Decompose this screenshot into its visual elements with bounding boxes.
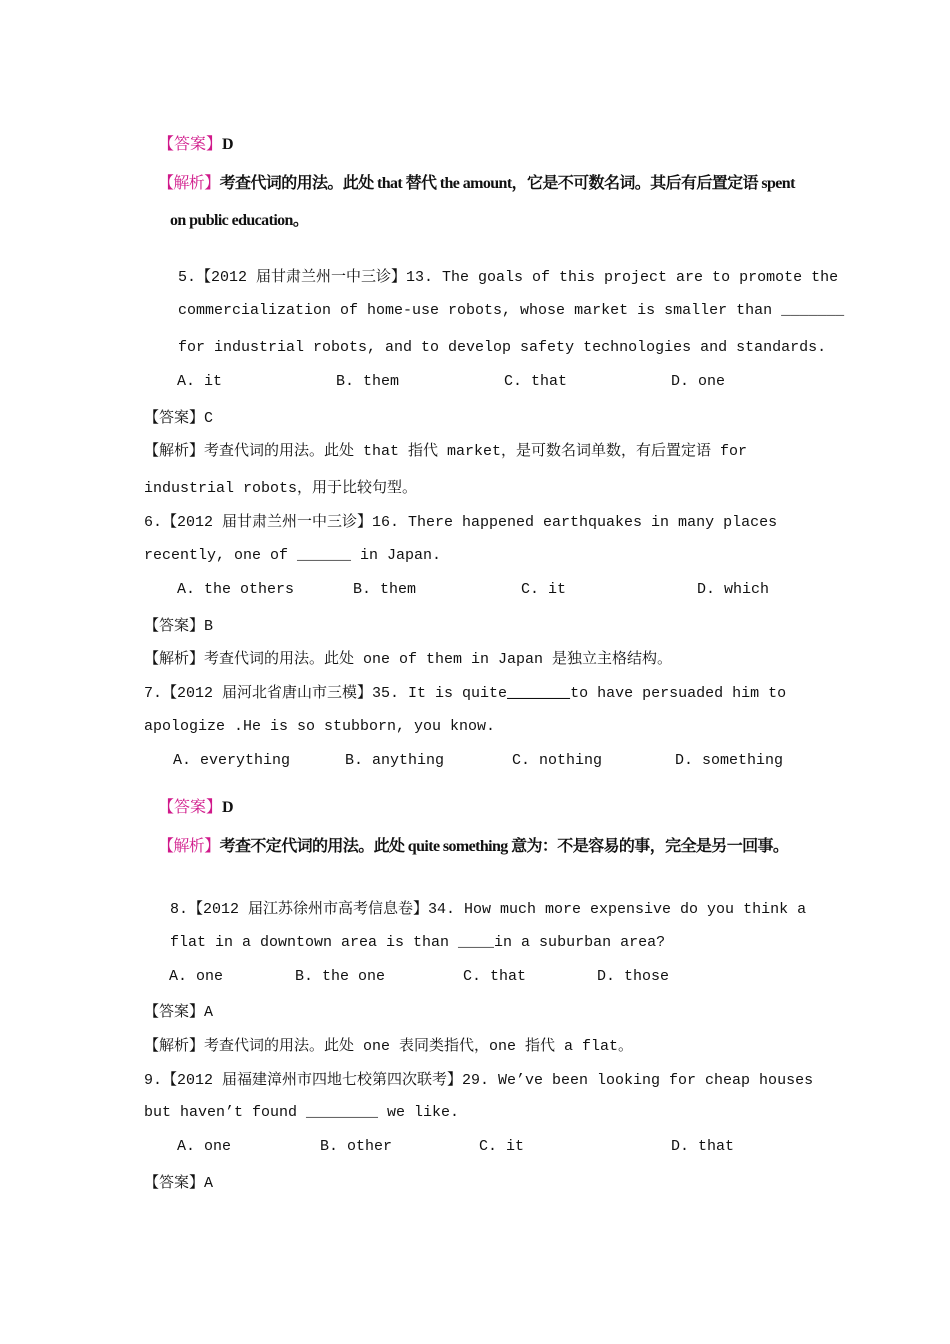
- q7-answer-value: D: [222, 799, 234, 816]
- q8-line1: 8.【2012 届江苏徐州市高考信息卷】34. How much more expensive do you think a: [170, 901, 807, 918]
- q5-line2: commercialization of home-use robots, whose market is smaller than _______: [178, 302, 845, 319]
- q5-option-c: C. that: [504, 373, 568, 390]
- q9-line2: but haven’t found ________ we like.: [144, 1104, 460, 1121]
- analysis-line-block1: [158, 170, 795, 193]
- analysis-tag: 【解析】: [158, 173, 220, 192]
- q6-line1: 6.【2012 届甘肃兰州一中三诊】16. There happened earthquakes in many places: [144, 514, 778, 531]
- q8-line2: flat in a downtown area is than ____in a suburban area?: [170, 934, 666, 951]
- q7-analysis-text: 考查不定代词的用法。此处 quite something 意为：不是容易的事，完全是另一回事。: [219, 838, 789, 855]
- q7-option-c: C. nothing: [512, 752, 603, 769]
- q7-analysis: [158, 833, 788, 856]
- q7-option-b: B. anything: [345, 752, 445, 769]
- q5-option-d: D. one: [671, 373, 726, 390]
- q5-option-b: B. them: [336, 373, 400, 390]
- q7-line1: [144, 681, 786, 702]
- q6-option-a: A. the others: [177, 581, 295, 598]
- q8-analysis-line1: 【解析】考查代词的用法。此处 one 表同类指代，one 指代 a flat。: [144, 1038, 634, 1055]
- q9-option-c: C. it: [479, 1138, 525, 1155]
- q9-answer: 【答案】A: [144, 1175, 214, 1192]
- q8-option-d: D. those: [597, 968, 670, 985]
- q9-line1: 9.【2012 届福建漳州市四地七校第四次联考】29. We’ve been looking for cheap houses: [144, 1072, 814, 1089]
- q7-answer: [158, 794, 234, 817]
- answer-tag: 【答案】: [158, 134, 223, 153]
- q8-answer: 【答案】A: [144, 1004, 214, 1021]
- q7-analysis-tag: 【解析】: [158, 836, 220, 855]
- q6-option-c: C. it: [521, 581, 567, 598]
- answer-line-block1: [158, 131, 234, 154]
- q8-option-c: C. that: [463, 968, 527, 985]
- q5-option-a: A. it: [177, 373, 223, 390]
- q8-option-b: B. the one: [295, 968, 386, 985]
- q8-option-a: A. one: [169, 968, 224, 985]
- q9-option-b: B. other: [320, 1138, 393, 1155]
- q5-answer: 【答案】C: [144, 410, 214, 427]
- q6-answer: 【答案】B: [144, 618, 214, 635]
- q7-option-a: A. everything: [173, 752, 291, 769]
- q7-answer-tag: 【答案】: [158, 797, 223, 816]
- q7-line2: apologize .He is so stubborn, you know.: [144, 718, 496, 735]
- analysis-line-block1-cont: on public education。: [170, 212, 309, 229]
- q9-option-a: A. one: [177, 1138, 232, 1155]
- q6-analysis-line1: 【解析】考查代词的用法。此处 one of them in Japan 是独立主格结构。: [144, 651, 673, 668]
- q6-option-b: B. them: [353, 581, 417, 598]
- q7-blank: _______: [507, 685, 571, 702]
- answer-value: D: [222, 136, 234, 153]
- q5-line3: for industrial robots, and to develop safety technologies and standards.: [178, 339, 827, 356]
- q7-line1-end: to have persuaded him to: [570, 685, 787, 702]
- analysis-text: 考查代词的用法。此处 that 替代 the amount，它是不可数名词。其后有后置定语 spent: [219, 175, 795, 192]
- q5-line1: 5.【2012 届甘肃兰州一中三诊】13. The goals of this project are to promote the: [178, 269, 839, 286]
- q5-analysis-line2: industrial robots，用于比较句型。: [144, 480, 418, 497]
- q5-analysis-line1: 【解析】考查代词的用法。此处 that 指代 market，是可数名词单数，有后置定语 for: [144, 443, 748, 460]
- q7-option-d: D. something: [675, 752, 784, 769]
- q9-option-d: D. that: [671, 1138, 735, 1155]
- q6-line2: recently, one of ______ in Japan.: [144, 547, 442, 564]
- q7-line1-start: 7.【2012 届河北省唐山市三模】35. It is quite: [144, 685, 508, 702]
- q6-option-d: D. which: [697, 581, 770, 598]
